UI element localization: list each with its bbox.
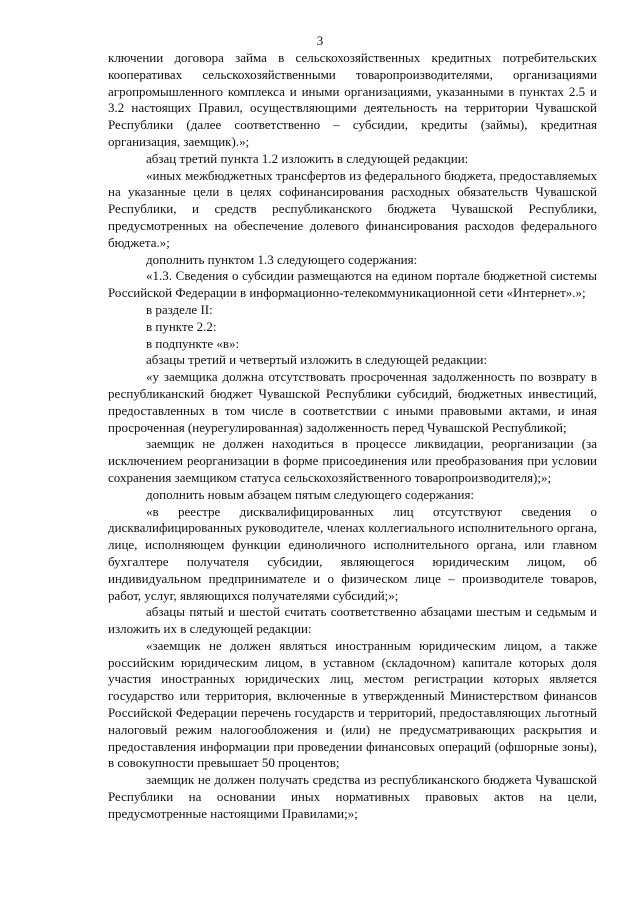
document-paragraph: дополнить новым абзацем пятым следующего содержания: <box>146 486 475 502</box>
document-paragraph: «у заемщика должна отсутствовать просроченная задолженность по возврату в республиканский бюджет Чувашской Республики субсидий, бюджетных инвестиций, предоставленных в том числе в соответствии с иными правовыми актами, и иная просроченная (неурегулированная) задолженность перед Чувашской Республикой; <box>108 369 597 435</box>
document-paragraph: «заемщик не должен являться иностранным юридическим лицом, а также российским юридическим лицом, в уставном (складочном) капитале которых доля участия иностранных юридических лиц, местом регистрации которых является государство или территория, включенные в утвержденный Министерством финансов Российской Федерации перечень государств и территорий, предоставляющих льготный налоговый режим налогообложения и (или) не предусматривающих раскрытия и предоставления информации при проведении финансовых операций (офшорные зоны), в совокупности превышает 50 процентов; <box>108 637 597 771</box>
document-paragraph: дополнить пунктом 1.3 следующего содержания: <box>146 251 418 267</box>
page-number: 3 <box>316 33 324 48</box>
document-paragraph: абзац третий пункта 1.2 изложить в следующей редакции: <box>146 150 469 166</box>
document-paragraph: «1.3. Сведения о субсидии размещаются на едином портале бюджетной системы Российской Федерации в информационно-телекоммуникационной сети «Интернет».»; <box>108 268 597 301</box>
document-paragraph: абзацы пятый и шестой считать соответственно абзацами шестым и седьмым и изложить их в следующей редакции: <box>108 604 597 637</box>
document-paragraph: «иных межбюджетных трансфертов из федерального бюджета, предоставляемых на указанные цели в целях софинансирования расходных обязательств Чувашской Республики, и средств республиканского бюджета Чувашской Республики, предусмотренных на обеспечение долевого финансирования расходов федерального бюджета.»; <box>108 167 597 250</box>
document-paragraph: в пункте 2.2: <box>146 318 217 334</box>
document-paragraph: в разделе II: <box>146 301 213 317</box>
document-paragraph: «в реестре дисквалифицированных лиц отсутствуют сведения о дисквалифицированных руководителе, членах коллегиального исполнительного органа, лице, исполняющем функции единоличного исполнительного органа, или главном бухгалтере получателя субсидии, являющегося юридическим лицом, об индивидуальном предпринимателе и о физическом лице – производителе товаров, работ, услуг, являющихся получателями субсидий;»; <box>108 503 597 603</box>
document-paragraph: ключении договора займа в сельскохозяйственных кредитных потребительских кооперативах сельскохозяйственными товаропроизводителями, организациями агропромышленного комплекса и иными организациями, указанными в пунктах 2.5 и 3.2 настоящих Правил, осуществляющими деятельность на территории Чувашской Республики (далее соответственно – субсидии, кредиты (займы), кредитная организация, заемщик).»; <box>108 50 597 149</box>
document-paragraph: абзацы третий и четвертый изложить в следующей редакции: <box>146 352 488 368</box>
document-body <box>108 50 597 823</box>
document-paragraph: в подпункте «в»: <box>146 335 240 351</box>
document-paragraph: заемщик не должен получать средства из республиканского бюджета Чувашской Республики на основании иных нормативных правовых актов на цели, предусмотренные настоящими Правилами;»; <box>108 772 597 821</box>
document-paragraph: заемщик не должен находиться в процессе ликвидации, реорганизации (за исключением реорганизации в форме присоединения или преобразования при условии сохранения заемщиком статуса сельскохозяйственного товаропроизводителя);»; <box>108 436 597 485</box>
